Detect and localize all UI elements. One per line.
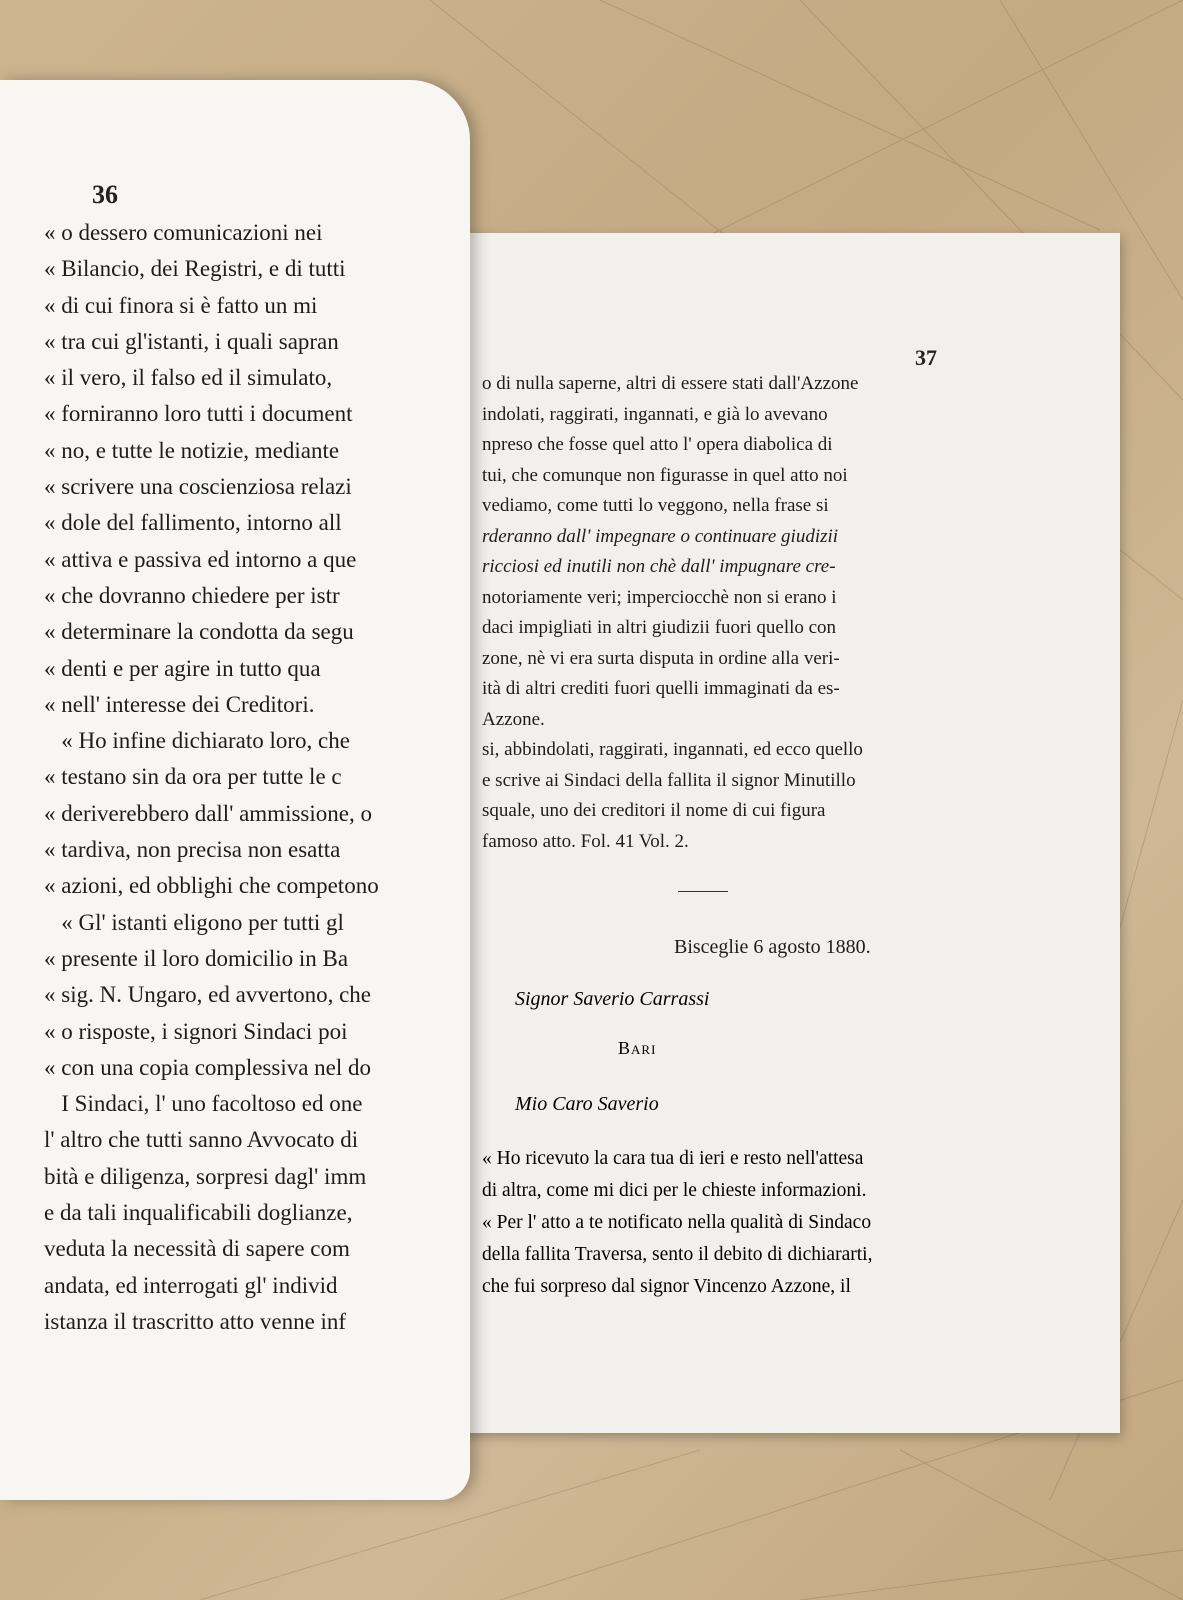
text-line: o di nulla saperne, altri di essere stati dall'Azzone — [482, 373, 859, 394]
divider — [678, 891, 728, 892]
text-line: « nell' interesse dei Creditori. — [44, 691, 315, 717]
right-page — [440, 233, 1120, 1433]
text-line: indolati, raggirati, ingannati, e già lo avevano — [482, 403, 828, 425]
left-page-text — [44, 220, 464, 1345]
text-line: « Ho infine dichiarato loro, che — [44, 728, 350, 754]
text-line: npreso che fosse quel atto l' opera diabolica di — [482, 434, 833, 455]
page-number: 36 — [92, 180, 118, 209]
text-line: « scrivere una coscienziosa relazi — [44, 474, 352, 500]
text-line: ricciosi ed inutili non chè dall' impugnare cre- — [482, 556, 836, 577]
text-line: « o risposte, i signori Sindaci poi — [44, 1018, 348, 1044]
text-line: squale, uno dei creditori il nome di cui figura — [482, 800, 826, 821]
text-line: ità di altri crediti fuori quelli immaginati da es- — [482, 678, 840, 699]
text-line: « o dessero comunicazioni nei — [44, 220, 323, 245]
text-line: vediamo, come tutti lo veggono, nella frase si — [482, 495, 829, 516]
text-line: rderanno dall' impegnare o continuare giudizii — [482, 525, 839, 547]
letter-date: Bisceglie 6 agosto 1880. — [674, 936, 871, 958]
letter-addressee: Signor Saverio Carrassi — [515, 988, 710, 1010]
letter-salutation: Mio Caro Saverio — [515, 1093, 659, 1115]
text-line: « testano sin da ora per tutte le c — [44, 764, 342, 790]
text-line: « con una copia complessiva nel do — [44, 1054, 372, 1080]
text-line: « sig. N. Ungaro, ed avvertono, che — [44, 982, 372, 1008]
text-line: « presente il loro domicilio in Ba — [44, 945, 349, 971]
page-number: 37 — [915, 345, 937, 370]
text-line: « Bilancio, dei Registri, e di tutti — [44, 256, 346, 282]
text-line: veduta la necessità di sapere com — [44, 1236, 350, 1262]
text-line: « che dovranno chiedere per istr — [44, 582, 340, 608]
right-page-text — [482, 373, 1102, 861]
text-line: notoriamente veri; imperciocchè non si erano i — [482, 586, 837, 608]
text-line: « tra cui gl'istanti, i quali sapran — [44, 328, 339, 354]
text-line: I Sindaci, l' uno facoltoso ed one — [44, 1091, 363, 1117]
text-line: « tardiva, non precisa non esatta — [44, 837, 341, 863]
text-line: Azzone. — [482, 708, 545, 730]
text-line: daci impigliati in altri giudizii fuori quello con — [482, 617, 837, 638]
text-line: zone, nè vi era surta disputa in ordine alla veri- — [482, 647, 840, 669]
text-line: e scrive ai Sindaci della fallita il signor Minutillo — [482, 769, 856, 791]
letter-body — [482, 1148, 1102, 1308]
text-line: « deriverebbero dall' ammissione, o — [44, 800, 372, 826]
text-line: « attiva e passiva ed intorno a que — [44, 546, 357, 572]
text-line: tui, che comunque non figurasse in quel atto noi — [482, 464, 848, 486]
text-line: e da tali inqualificabili doglianze, — [44, 1200, 353, 1226]
text-line: istanza il trascritto atto venne inf — [44, 1308, 347, 1334]
text-line: della fallita Traversa, sento il debito di dichiararti, — [482, 1244, 873, 1265]
text-line: « Per l' atto a te notificato nella qualità di Sindaco — [482, 1212, 872, 1233]
text-line: « no, e tutte le notizie, mediante — [44, 437, 340, 463]
text-line: si, abbindolati, raggirati, ingannati, ed ecco quello — [482, 739, 863, 760]
text-line: famoso atto. Fol. 41 Vol. 2. — [482, 830, 689, 852]
text-line: l' altro che tutti sanno Avvocato di — [44, 1127, 359, 1153]
letter-city: Bari — [618, 1038, 657, 1058]
text-line: che fui sorpreso dal signor Vincenzo Azzone, il — [482, 1276, 851, 1297]
text-line: bità e diligenza, sorpresi dagl' imm — [44, 1163, 367, 1189]
text-line: « Ho ricevuto la cara tua di ieri e resto nell'attesa — [482, 1148, 864, 1169]
text-line: « determinare la condotta da segu — [44, 619, 354, 645]
text-line: « dole del fallimento, intorno all — [44, 510, 342, 536]
text-line: « Gl' istanti eligono per tutti gl — [44, 909, 344, 935]
left-page — [0, 80, 470, 1500]
text-line: « il vero, il falso ed il simulato, — [44, 365, 333, 391]
text-line: « di cui finora si è fatto un mi — [44, 292, 318, 318]
text-line: « forniranno loro tutti i document — [44, 401, 353, 427]
text-line: « denti e per agire in tutto qua — [44, 655, 321, 681]
text-line: « azioni, ed obblighi che competono — [44, 873, 379, 899]
text-line: di altra, come mi dici per le chieste informazioni. — [482, 1180, 867, 1201]
text-line: andata, ed interrogati gl' individ — [44, 1272, 338, 1298]
